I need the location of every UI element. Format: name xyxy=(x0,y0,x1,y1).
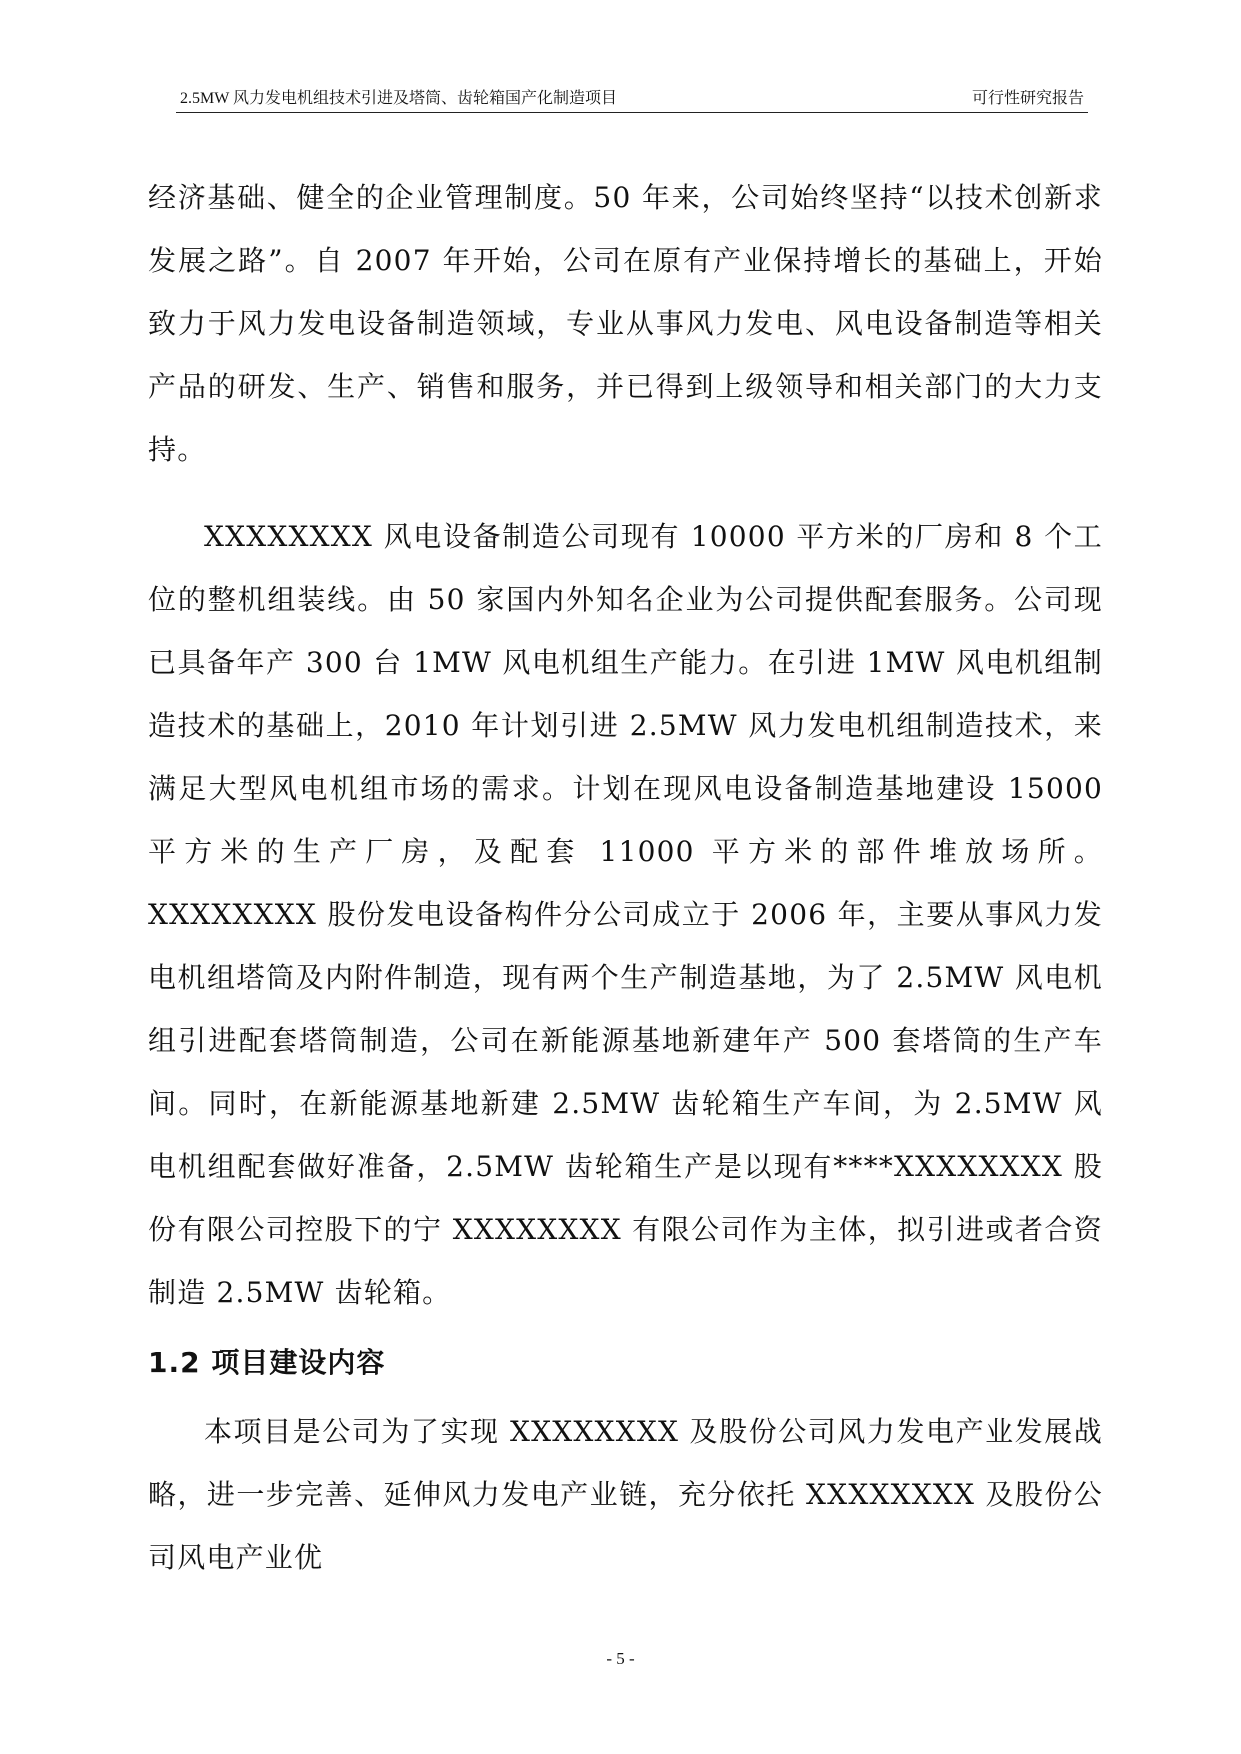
section-heading-construction-content: 1.2 项目建设内容 xyxy=(148,1346,386,1379)
document-body xyxy=(148,166,1103,1589)
paragraph-company-history: 经济基础、健全的企业管理制度。50 年来，公司始终坚持“以技术创新求发展之路”。自 2007 年开始，公司在原有产业保持增长的基础上，开始致力于风力发电设备制造领域，专业从事风力发电、风电设备制造等相关产品的研发、生产、销售和服务，并已得到上级领导和相关部门的大力支持。 xyxy=(148,181,1103,466)
header-document-title: 2.5MW 风力发电机组技术引进及塔筒、齿轮箱国产化制造项目 xyxy=(180,90,618,107)
header-report-type: 可行性研究报告 xyxy=(971,90,1084,107)
page-number: - 5 - xyxy=(606,1649,635,1668)
paragraph-project-purpose: 本项目是公司为了实现 XXXXXXXX 及股份公司风力发电产业发展战略，进一步完善、延伸风力发电产业链，充分依托 XXXXXXXX 及股份公司风电产业优 xyxy=(148,1415,1103,1574)
paragraph-manufacturing-capacity: XXXXXXXX 风电设备制造公司现有 10000 平方米的厂房和 8 个工位的整机组装线。由 50 家国内外知名企业为公司提供配套服务。公司现已具备年产 300 台 1MW 风电机组生产能力。在引进 1MW 风电机组制造技术的基础上，2010 年计划引进 2.5MW 风力发电机组制造技术，来满足大型风电机组市场的需求。计划在现风电设备制造基地建设 15000 平方米的生产厂房，及配套 11000 平方米的部件堆放场所。XXXXXXXX 股份发电设备构件分公司成立于 2006 年，主要从事风力发电机组塔筒及内附件制造，现有两个生产制造基地，为了 2.5MW 风电机组引进配套塔筒制造，公司在新能源基地新建年产 500 套塔筒的生产车间。同时，在新能源基地新建 2.5MW 齿轮箱生产车间，为 2.5MW 风电机组配套做好准备，2.5MW 齿轮箱生产是以现有****XXXXXXXX 股份有限公司控股下的宁 XXXXXXXX 有限公司作为主体，拟引进或者合资制造 2.5MW 齿轮箱。 xyxy=(148,520,1103,1309)
page-header xyxy=(176,86,1088,113)
